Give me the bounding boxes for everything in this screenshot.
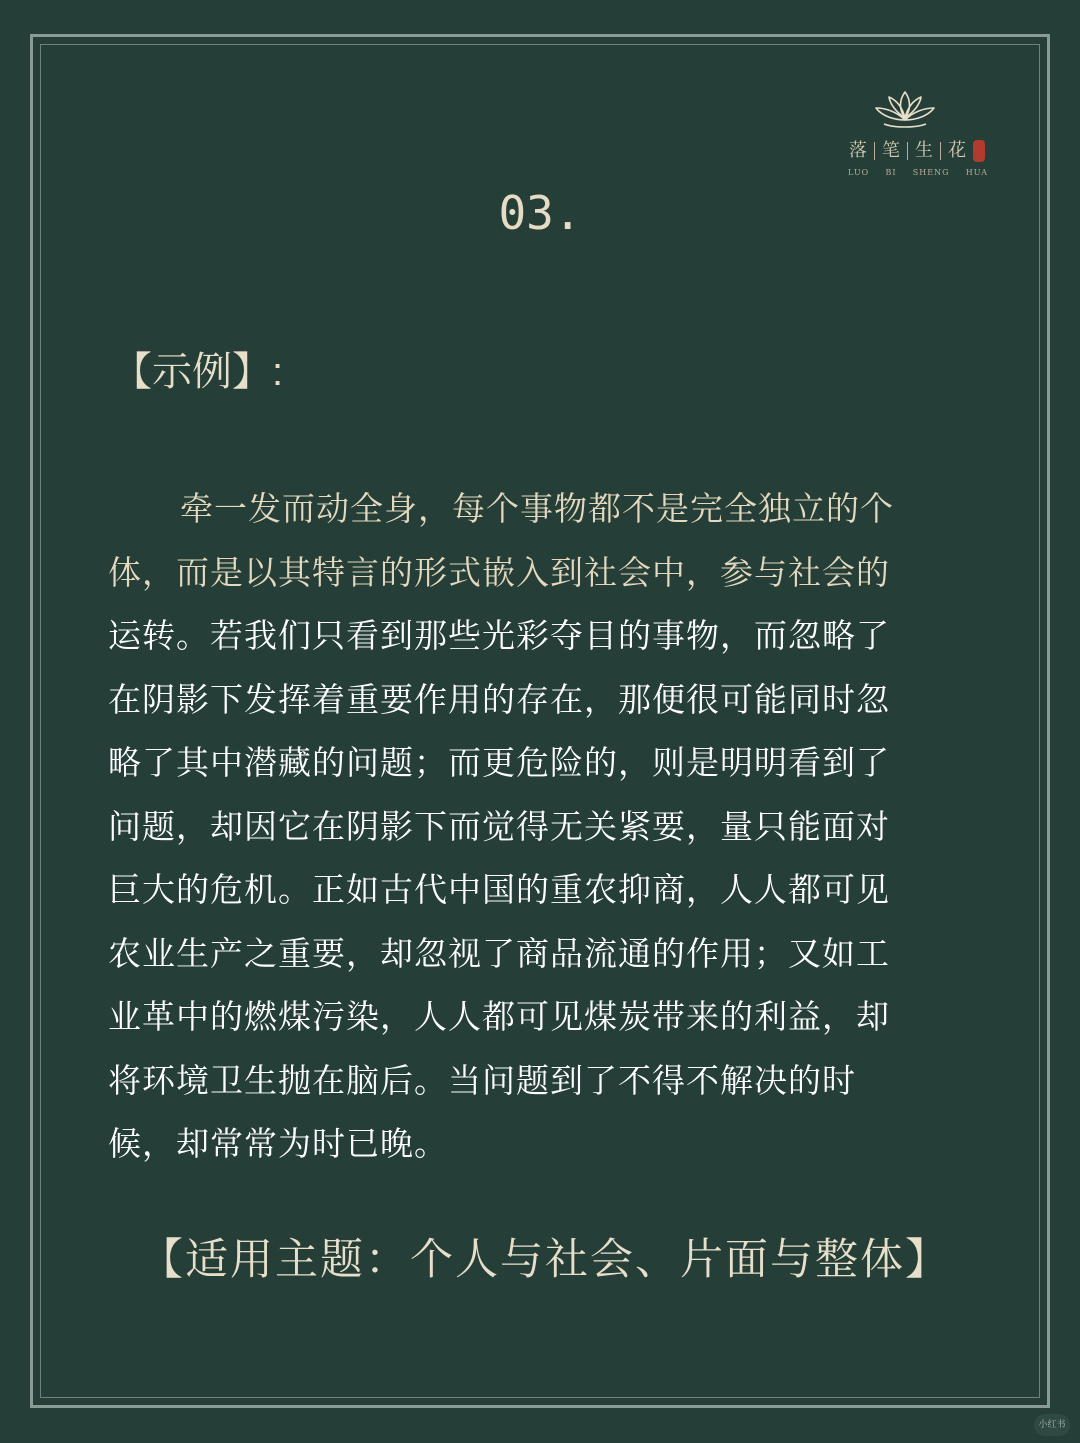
logo-char: 花	[948, 140, 966, 161]
paragraph-line: 略了其中潜藏的问题；而更危险的，则是明明看到了	[108, 743, 890, 782]
logo-divider	[940, 142, 941, 160]
lotus-icon	[872, 88, 938, 132]
watermark-badge: 小红书	[1034, 1414, 1070, 1436]
example-heading: 【示例】:	[112, 350, 284, 394]
paragraph-line: 将环境卫生抛在脑后。当问题到了不得不解决的时	[108, 1060, 856, 1100]
paragraph-line: 运转。若我们只看到那些光彩夺目的事物，而忽略了	[108, 616, 890, 655]
logo-char: 笔	[882, 140, 900, 161]
logo-roman-text: LUO	[848, 168, 870, 177]
applicable-theme: 【适用主题：个人与社会、片面与整体】	[140, 1236, 950, 1284]
logo-divider	[874, 142, 875, 160]
paragraph-line: 农业生产之重要，却忽视了商品流通的作用；又如工	[108, 933, 890, 973]
logo-roman-text: HUA	[965, 168, 988, 177]
section-number: 03.	[498, 186, 582, 240]
paragraph-line: 牵一发而动全身，每个事物都不是完全独立的个	[180, 489, 894, 528]
logo-roman-text: SHENG	[912, 168, 950, 177]
paragraph-line: 在阴影下发挥着重要作用的存在，那便很可能同时忽	[108, 679, 890, 719]
logo-divider	[907, 142, 908, 160]
seal-stamp-icon	[973, 140, 985, 162]
logo-char: 生	[915, 140, 933, 161]
paragraph-line: 候，却常常为时已晚。	[108, 1124, 448, 1163]
paragraph-line: 体，而是以其特言的形式嵌入到社会中，参与社会的	[108, 552, 890, 592]
logo-char: 落	[849, 140, 867, 161]
paragraph-line: 业革中的燃煤污染，人人都可见煤炭带来的利益，却	[108, 997, 890, 1036]
paragraph-line: 巨大的危机。正如古代中国的重农抑商，人人都可见	[108, 870, 890, 909]
paragraph-line: 问题，却因它在阴影下而觉得无关紧要，量只能面对	[108, 806, 890, 846]
logo-roman-text: BI	[885, 168, 897, 177]
logo-characters	[846, 138, 992, 164]
brand-logo	[842, 88, 992, 183]
example-paragraph	[108, 477, 953, 1176]
logo-romanization	[848, 168, 988, 177]
